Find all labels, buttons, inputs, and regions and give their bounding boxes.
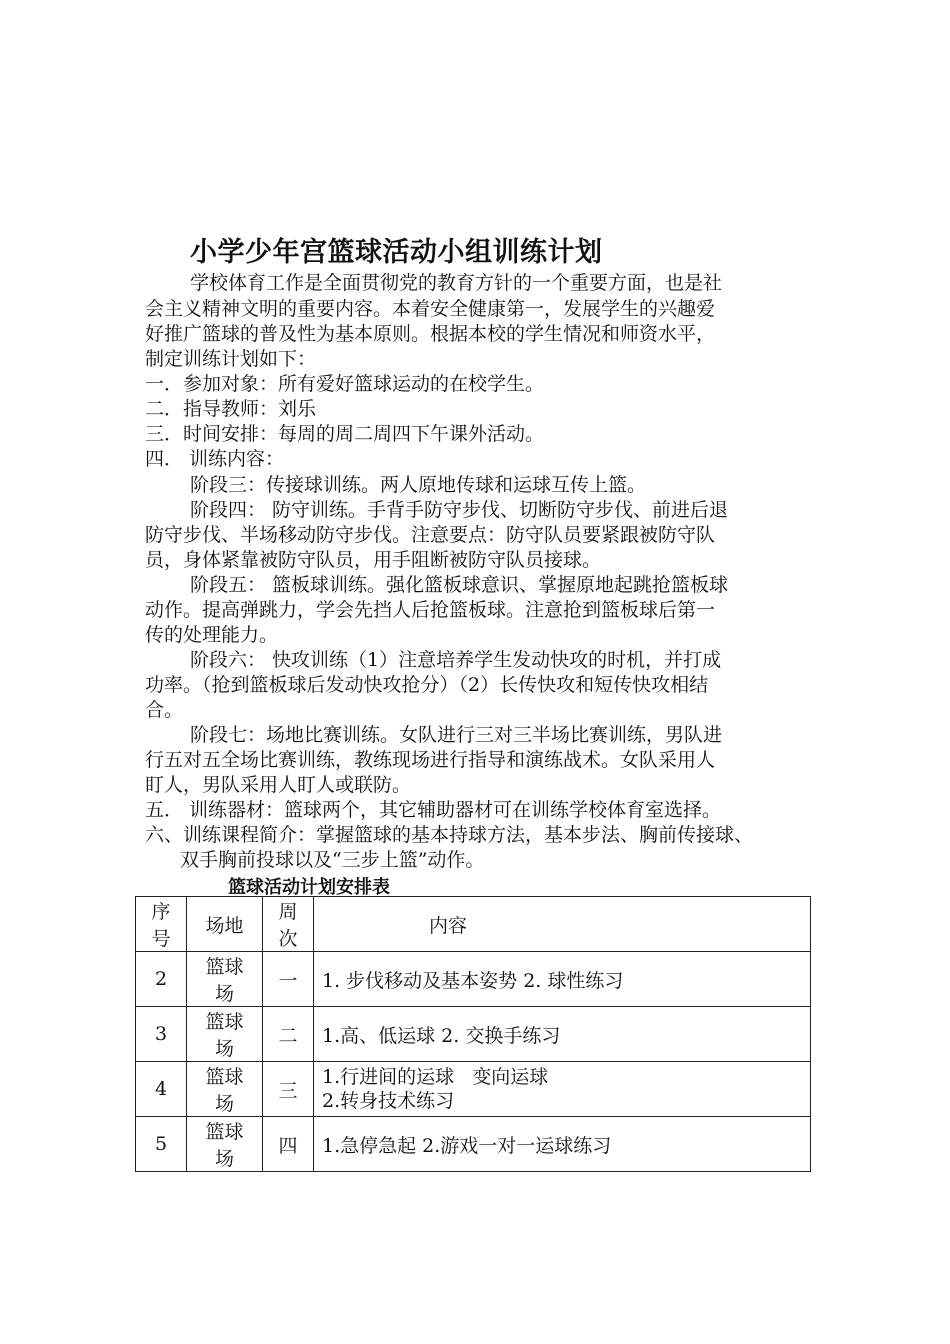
table-row — [136, 1117, 811, 1172]
list-item: 四． 训练内容： — [145, 448, 285, 470]
document-title: 小学少年宫篮球活动小组训练计划 — [190, 237, 603, 268]
paragraph-line: 合。 — [145, 699, 184, 721]
cell-venue: 篮球 场 — [187, 952, 263, 1007]
cell-seq: 2 — [136, 952, 187, 1007]
cell-seq: 4 — [136, 1062, 187, 1117]
header-seq: 序 号 — [136, 897, 187, 952]
cell-venue: 篮球 场 — [187, 1007, 263, 1062]
cell-seq: 3 — [136, 1007, 187, 1062]
list-item: 五． 训练器材：篮球两个，其它辅助器材可在训练学校体育室选择。 — [145, 799, 722, 821]
cell-venue: 篮球 场 — [187, 1062, 263, 1117]
schedule-table — [135, 896, 811, 1172]
paragraph-line: 阶段六： 快攻训练（1）注意培养学生发动快攻的时机，并打成 — [190, 649, 722, 671]
table-row — [136, 952, 811, 1007]
paragraph-line: 好推广篮球的普及性为基本原则。根据本校的学生情况和师资水平， — [145, 323, 716, 345]
paragraph-line: 阶段四： 防守训练。手背手防守步伐、切断防守步伐、前进后退 — [190, 499, 729, 521]
header-content: 内容 — [314, 897, 811, 952]
cell-seq: 5 — [136, 1117, 187, 1172]
paragraph-line: 功率。（抢到篮板球后发动快攻抢分）（2）长传快攻和短传快攻相结 — [145, 674, 709, 696]
header-week: 周 次 — [263, 897, 314, 952]
list-item: 六、训练课程简介：掌握篮球的基本持球方法，基本步法、胸前传接球、 — [145, 824, 754, 846]
paragraph-line: 传的处理能力。 — [145, 624, 279, 646]
cell-content: 1. 步伐移动及基本姿势 2. 球性练习 — [314, 952, 811, 1007]
table-header-row — [136, 897, 811, 952]
cell-week: 一 — [263, 952, 314, 1007]
list-item: 三．时间安排：每周的周二周四下午课外活动。 — [145, 423, 545, 445]
table-row — [136, 1062, 811, 1117]
paragraph-line: 动作。提高弹跳力，学会先挡人后抢篮板球。注意抢到篮板球后第一 — [145, 599, 716, 621]
paragraph-line: 阶段七：场地比赛训练。女队进行三对三半场比赛训练，男队进 — [190, 724, 723, 746]
list-item: 双手胸前投球以及“三步上篮”动作。 — [180, 849, 485, 871]
paragraph-line: 盯人，男队采用人盯人或联防。 — [145, 774, 412, 796]
paragraph-line: 行五对五全场比赛训练，教练现场进行指导和演练战术。女队采用人 — [145, 749, 716, 771]
paragraph-line: 员，身体紧靠被防守队员，用手阻断被防守队员接球。 — [145, 549, 602, 571]
paragraph-line: 制定训练计划如下： — [145, 348, 317, 370]
cell-content: 1.高、低运球 2. 交换手练习 — [314, 1007, 811, 1062]
cell-content: 1.急停急起 2.游戏一对一运球练习 — [314, 1117, 811, 1172]
cell-content: 1.行进间的运球 变向运球 2.转身技术练习 — [314, 1062, 811, 1117]
cell-venue: 篮球 场 — [187, 1117, 263, 1172]
paragraph-line: 学校体育工作是全面贯彻党的教育方针的一个重要方面，也是社 — [190, 272, 723, 294]
header-venue: 场地 — [187, 897, 263, 952]
cell-week: 二 — [263, 1007, 314, 1062]
table-row — [136, 1007, 811, 1062]
cell-week: 四 — [263, 1117, 314, 1172]
paragraph-line: 防守步伐、半场移动防守步伐。注意要点：防守队员要紧跟被防守队 — [145, 524, 716, 546]
table-title: 篮球活动计划安排表 — [228, 877, 390, 898]
paragraph-line: 阶段五： 篮板球训练。强化篮板球意识、掌握原地起跳抢篮板球 — [190, 574, 729, 596]
list-item: 二．指导教师：刘乐 — [145, 398, 317, 420]
paragraph-line: 会主义精神文明的重要内容。本着安全健康第一，发展学生的兴趣爱 — [145, 298, 716, 320]
paragraph-line: 阶段三：传接球训练。两人原地传球和运球互传上篮。 — [190, 474, 647, 496]
list-item: 一．参加对象：所有爱好篮球运动的在校学生。 — [145, 373, 545, 395]
cell-week: 三 — [263, 1062, 314, 1117]
